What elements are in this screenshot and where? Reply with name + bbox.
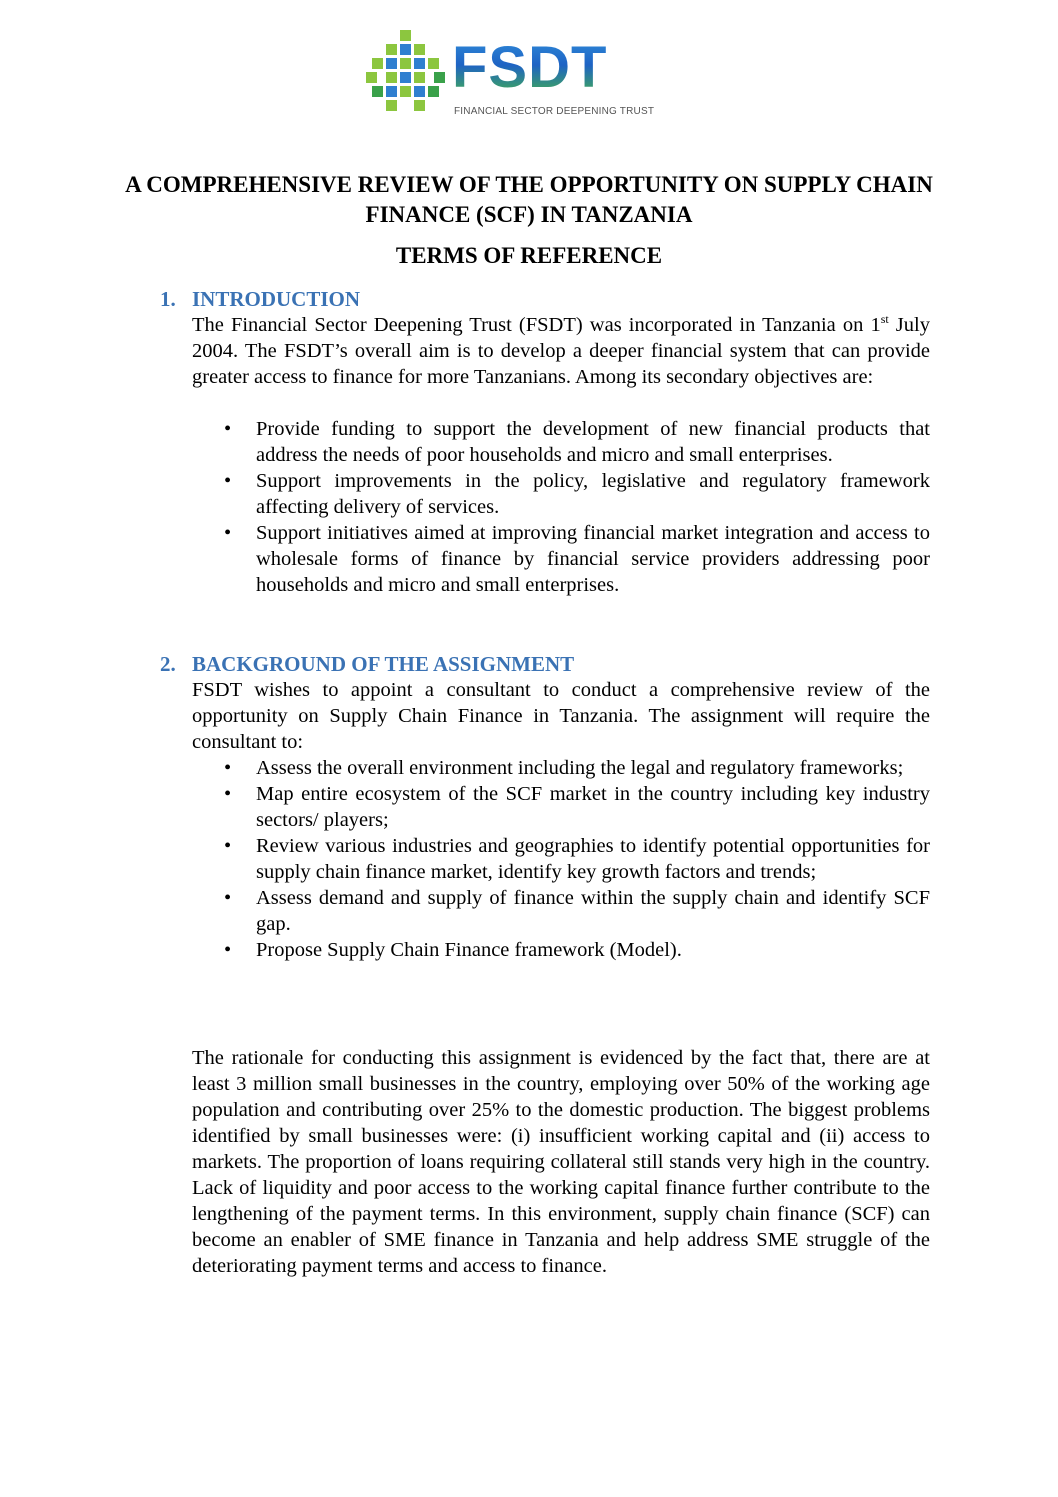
list-item: • Provide funding to support the development of new financial products that address the needs of poor households and micro and small enterprises. [192,416,930,468]
rationale-paragraph: The rationale for conducting this assignment is evidenced by the fact that, there are at least 3 million small businesses in the country, employing over 50% of the working age population and contributing over 25% to the domestic production. The biggest problems identified by small businesses were: (i) insufficient working capital and (ii) access to markets. The proportion of loans requiring collateral still stands very high in the country. Lack of liquidity and poor access to the working capital finance further contribute to the lengthening of the payment terms. In this environment, supply chain finance (SCF) can become an enabler of SME finance in Tanzania and help address SME struggle of the deteriorating payment terms and access to finance. [192,1047,930,1277]
document-subtitle: TERMS OF REFERENCE [395,243,663,268]
logo-mosaic-icon [366,30,446,110]
section-title: INTRODUCTION [192,287,361,311]
document-title: A COMPREHENSIVE REVIEW OF THE OPPORTUNITY ON SUPPLY CHAIN FINANCE (SCF) IN TANZANIA [125,172,933,227]
ordinal-superscript: st [880,312,889,326]
logo-brand-text: FSDT [452,35,608,100]
list-item: • Map entire ecosystem of the SCF market in the country including key industry sectors/ players; [192,781,930,833]
section-number: 1. [160,287,176,311]
objectives-list [192,416,930,598]
logo-tagline: FINANCIAL SECTOR DEEPENING TRUST [454,106,655,117]
assignment-tasks-list [192,755,930,963]
list-item: • Propose Supply Chain Finance framework (Model). [192,937,930,963]
list-item: • Support initiatives aimed at improving financial market integration and access to wholesale forms of finance by financial service providers addressing poor households and micro and small enterprises. [192,520,930,598]
introduction-paragraph: The Financial Sector Deepening Trust (FSDT) was incorporated in Tanzania on 1st July 2004. The FSDT’s overall aim is to develop a deeper financial system that can provide greater access to finance for more Tanzanians. Among its secondary objectives are: [192,312,930,388]
section-heading-background [160,651,574,677]
section-title: BACKGROUND OF THE ASSIGNMENT [192,652,575,676]
section-heading-introduction [160,286,360,312]
list-item: • Assess the overall environment including the legal and regulatory frameworks; [192,755,930,781]
section-number: 2. [160,652,176,676]
list-item: • Review various industries and geographies to identify potential opportunities for supply chain finance market, identify key growth factors and trends; [192,833,930,885]
list-item: • Assess demand and supply of finance within the supply chain and identify SCF gap. [192,885,930,937]
list-item: • Support improvements in the policy, legislative and regulatory framework affecting delivery of services. [192,468,930,520]
fsdt-logo [366,30,655,122]
background-paragraph: FSDT wishes to appoint a consultant to conduct a comprehensive review of the opportunity on Supply Chain Finance in Tanzania. The assignment will require the consultant to: [192,679,930,753]
